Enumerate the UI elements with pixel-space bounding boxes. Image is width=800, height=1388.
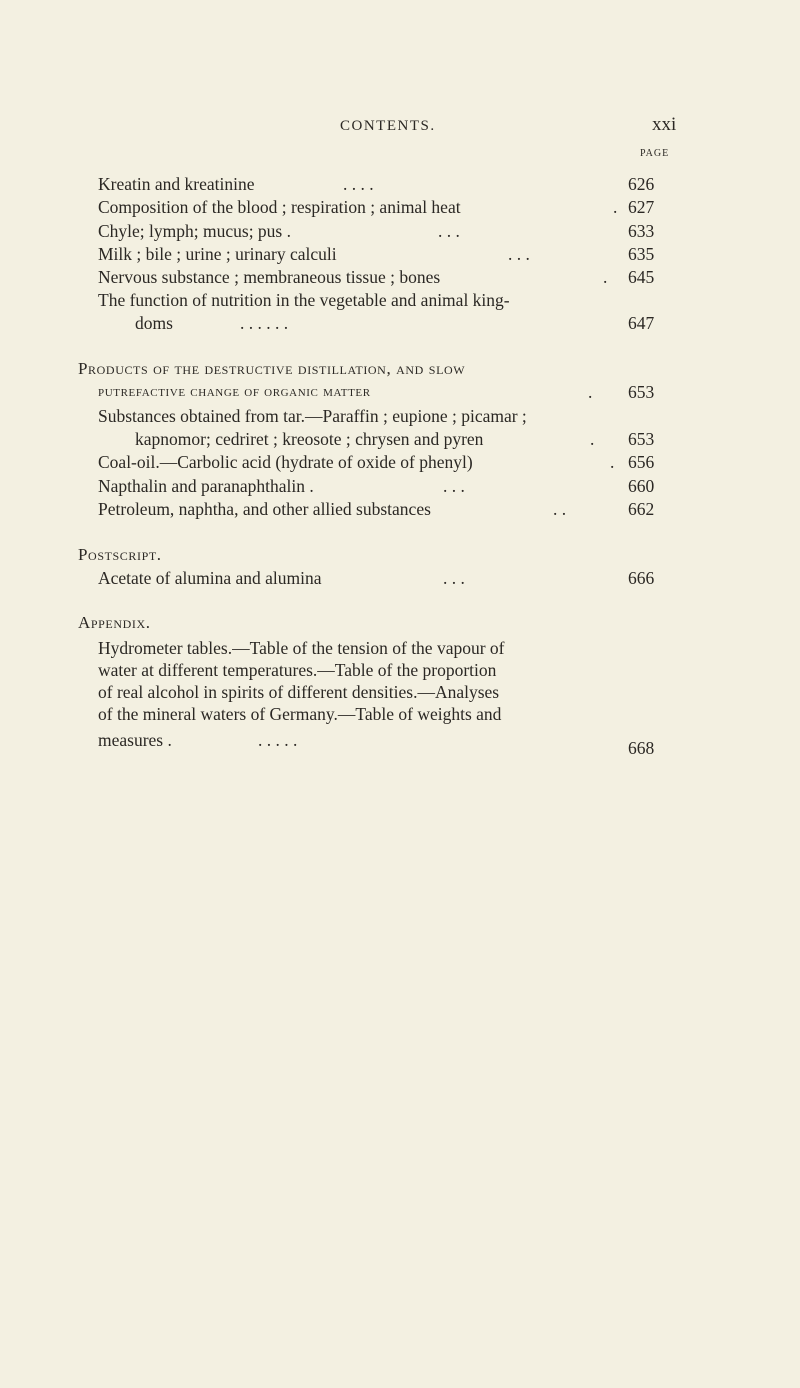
toc-entry-text: Milk ; bile ; urine ; urinary calculi: [98, 244, 337, 264]
toc-entry-leader: . . . . .: [258, 730, 298, 750]
toc-entry-page: 662: [628, 499, 655, 519]
toc-entry-text: Chyle; lymph; mucus; pus .: [98, 221, 291, 241]
paragraph-line: of the mineral waters of Germany.—Table of weights and: [98, 704, 502, 724]
toc-entry-page: 626: [628, 174, 655, 194]
section-heading-appendix: Appendix.: [78, 613, 151, 632]
toc-entry-leader: . . . .: [343, 174, 374, 194]
toc-entry-leader: .: [610, 452, 615, 472]
toc-entry-leader: .: [613, 197, 618, 217]
toc-entry-page: 627: [628, 197, 655, 217]
toc-entry-text: Napthalin and paranaphthalin .: [98, 476, 314, 496]
toc-entry-text: kapnomor; cedriret ; kreosote ; chrysen and pyren: [135, 429, 484, 449]
toc-entry-leader: . . .: [508, 244, 530, 264]
toc-entry-leader: . .: [553, 499, 567, 519]
section-heading-postscript: Postscript.: [78, 545, 162, 564]
toc-entry-leader: . . . . . .: [240, 313, 289, 333]
paragraph-line: Hydrometer tables.—Table of the tension of the vapour of: [98, 638, 505, 658]
paragraph-line: water at different temperatures.—Table of the proportion: [98, 660, 497, 680]
toc-entry-text: putrefactive change of organic matter: [98, 383, 371, 400]
toc-entry-leader: .: [588, 382, 593, 402]
toc-entry-page: 660: [628, 476, 655, 496]
toc-entry-text: The function of nutrition in the vegetable and animal king-: [98, 290, 510, 310]
section-heading-products: Products of the destructive distillation, and slow: [78, 359, 466, 378]
toc-entry-leader: . . .: [443, 476, 465, 496]
toc-entry-page: 633: [628, 221, 655, 241]
toc-entry-text: Nervous substance ; membraneous tissue ; bones: [98, 267, 441, 287]
toc-entry-page: 656: [628, 452, 655, 472]
toc-entry-page: 645: [628, 267, 655, 287]
toc-entry-text: Substances obtained from tar.—Paraffin ; eupione ; picamar ;: [98, 406, 527, 426]
toc-entry-leader: .: [603, 267, 608, 287]
toc-entry-page: 647: [628, 313, 655, 333]
toc-entry-leader: . . .: [438, 221, 460, 241]
toc-entry-page: 668: [628, 738, 655, 758]
toc-entry-text: Kreatin and kreatinine: [98, 174, 255, 194]
toc-entry-page: 653: [628, 429, 655, 449]
page-number: xxi: [652, 114, 677, 135]
toc-entry-page: 635: [628, 244, 655, 264]
toc-entry-text: doms: [135, 313, 173, 333]
toc-entry-leader: . . .: [443, 568, 465, 588]
running-head: CONTENTS.: [340, 118, 436, 134]
toc-entry-text: Coal-oil.—Carbolic acid (hydrate of oxide of phenyl): [98, 452, 473, 472]
paragraph-line: of real alcohol in spirits of different densities.—Analyses: [98, 682, 500, 702]
toc-entry-text: Composition of the blood ; respiration ; animal heat: [98, 197, 461, 217]
toc-entry-text: Acetate of alumina and alumina: [98, 568, 322, 588]
toc-entry-page: 653: [628, 382, 655, 402]
toc-entry-page: 666: [628, 568, 655, 588]
toc-entry-leader: .: [590, 429, 595, 449]
appendix-paragraph: [98, 637, 653, 725]
toc-entry-text: Petroleum, naphtha, and other allied substances: [98, 499, 431, 519]
page-column-label: PAGE: [640, 148, 670, 159]
toc-entry-text: measures .: [98, 730, 172, 750]
